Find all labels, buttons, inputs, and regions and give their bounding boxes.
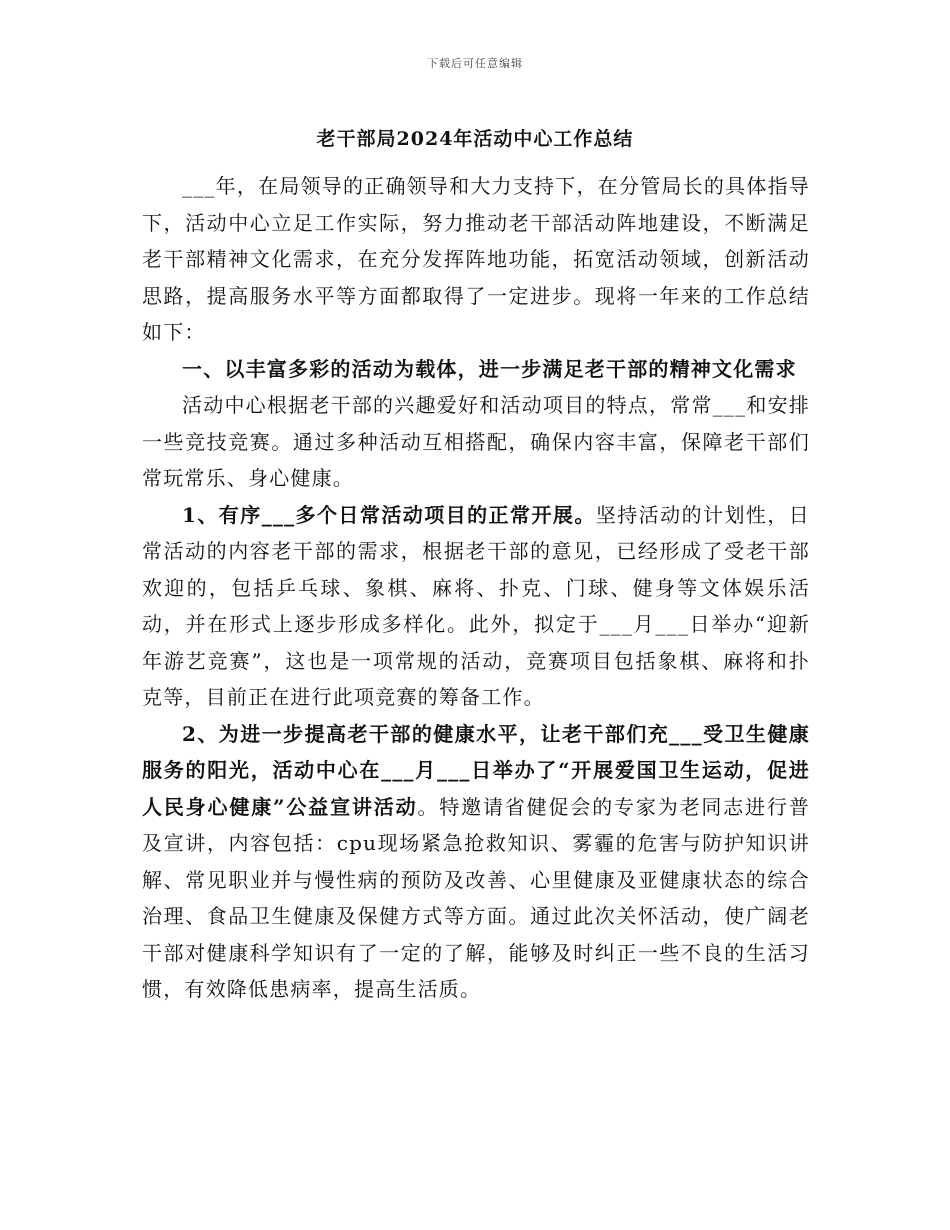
header-note: 下载后可任意编辑: [427, 57, 523, 70]
section-1-heading: 一、以丰富多彩的活动为载体，进一步满足老干部的精神文化需求: [182, 356, 797, 381]
section-1-body: 活动中心根据老干部的兴趣爱好和活动项目的特点，常常___和安排一些竞技竞赛。通过多种活动互相搭配，确保内容丰富，保障老干部们常玩常乐、身心健康。: [142, 393, 810, 490]
document-title: 老干部局2024年活动中心工作总结: [316, 128, 634, 150]
intro-paragraph: ___年，在局领导的正确领导和大力支持下，在分管局长的具体指导下，活动中心立足工作实际，努力推动老干部活动阵地建设，不断满足老干部精神文化需求，在充分发挥阵地功能，拓宽活动领域，创新活动思路，提高服务水平等方面都取得了一定进步。现将一年来的工作总结如下：: [142, 174, 810, 344]
item-1-paragraph: [142, 497, 810, 716]
item-1-body: 坚持活动的计划性，日常活动的内容老干部的需求，根据老干部的意见，已经形成了受老干部欢迎的，包括乒乓球、象棋、麻将、扑克、门球、健身等文体娱乐活动，并在形式上逐步形成多样化。此外，拟定于___月___日举办“迎新年游艺竞赛”，这也是一项常规的活动，竞赛项目包括象棋、麻将和扑克等，目前正在进行此项竞赛的筹备工作。: [142, 502, 810, 709]
item-2-lead: 2、为进一步提高老干部的健康水平，让老干部们充___受卫生健康服务的阳光，活动中心在___月___日举办了“开展爱国卫生运动，促进人民身心健康”公益宣讲活动: [142, 721, 810, 819]
item-2-body: 。特邀请省健促会的专家为老同志进行普及宣讲，内容包括：cpu现场紧急抢救知识、雾霾的危害与防护知识讲解、常见职业并与慢性病的预防及改善、心里健康及亚健康状态的综合治理、食品卫生健康及保健方式等方面。通过此次关怀活动，使广阔老干部对健康科学知识有了一定的了解，能够及时纠正一些不良的生活习惯，有效降低患病率，提高生活质。: [142, 794, 810, 1001]
item-2-paragraph: [142, 716, 810, 1008]
document-body: [142, 168, 810, 1008]
item-1-lead: 1、有序___多个日常活动项目的正常开展。: [182, 502, 596, 527]
